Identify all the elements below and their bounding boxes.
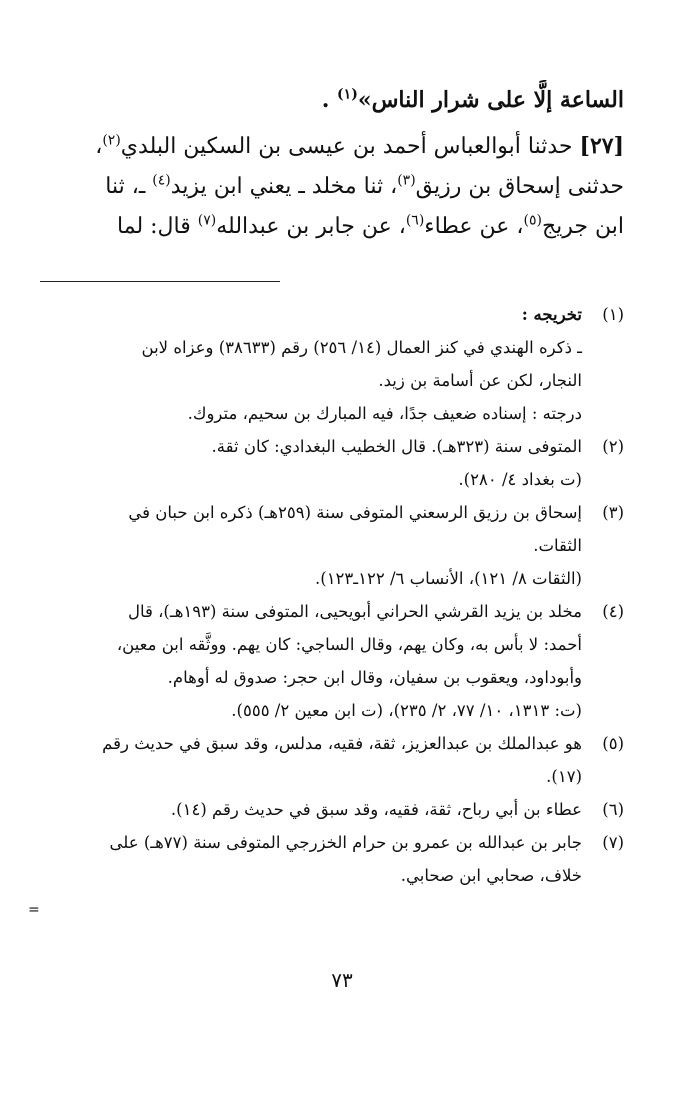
hadith-text: ابن جريج — [541, 214, 624, 239]
hadith-text: قال: لما — [117, 214, 198, 239]
footnote-line: درجته : إسناده ضعيف جدًا، فيه المبارك بن سحيم، متروك. — [187, 404, 582, 423]
main-line-1-end: . — [321, 87, 338, 113]
footnote-line: أحمد: لا بأس به، وكان يهم، وقال الساجي: كان يهم. ووثَّقه ابن معين، — [116, 635, 582, 654]
footnote-number: (٣) — [602, 503, 624, 522]
footnote-line: إسحاق بن رزيق الرسعني المتوفى سنة (٢٥٩هـ) ذكره ابن حبان في — [128, 503, 582, 522]
footnote-number: (٧) — [602, 833, 624, 852]
footnote-3 — [40, 496, 624, 595]
footnote-separator — [40, 281, 280, 282]
footnote-number: (٢) — [602, 437, 624, 456]
hadith-number: [٢٧] — [579, 133, 624, 159]
footnote-line: ـ ذكره الهندي في كنز العمال (١٤/ ٢٥٦) رقم (٣٨٦٣٣) وعزاه لابن — [141, 338, 582, 357]
hadith-text: حدثنى إسحاق بن رزيق — [415, 174, 624, 199]
footnote-1 — [40, 298, 624, 430]
footnote-ref-7: (٧) — [197, 212, 217, 229]
footnote-ref-4: (٤) — [152, 172, 171, 189]
footnote-line: هو عبدالملك بن عبدالعزيز، ثقة، فقيه، مدلس، وقد سبق في حديث رقم — [102, 734, 582, 753]
footnote-line: الثقات. — [533, 536, 582, 555]
footnote-line: جابر بن عبدالله بن عمرو بن حرام الخزرجي المتوفى سنة (٧٧هـ) على — [109, 833, 582, 852]
footnote-line: (ت بغداد ٤/ ٢٨٠). — [458, 470, 582, 489]
page-number: ٧٣ — [331, 968, 353, 992]
hadith-text: ، عن عطاء — [424, 214, 524, 239]
footnote-ref-1: (١) — [337, 86, 358, 103]
footnote-ref-3: (٣) — [397, 172, 416, 189]
hadith-text: ، — [95, 134, 103, 159]
main-line-1-text: الساعة إلَّا على شرار الناس» — [357, 87, 624, 113]
footnote-line: وأبوداود، ويعقوب بن سفيان، وقال ابن حجر: صدوق له أوهام. — [167, 668, 582, 687]
hadith-text: حدثنا أبوالعباس أحمد بن عيسى بن السكين البلدي — [120, 134, 580, 159]
footnote-line: النجار، لكن عن أسامة بن زيد. — [378, 371, 582, 390]
footnote-ref-6: (٦) — [405, 212, 425, 229]
main-text — [40, 80, 624, 247]
footnote-number: (٦) — [602, 800, 624, 819]
footnote-line: (ت: ١٣١٣، ١٠/ ٧٧، ٢/ ٢٣٥)، (ت ابن معين ٢/ ٥٥٥). — [231, 701, 582, 720]
margin-mark: = — [28, 902, 40, 918]
footnote-line: (الثقات ٨/ ١٢١)، الأنساب ٦/ ١٢٢ـ١٢٣). — [315, 569, 582, 588]
footnote-line: المتوفى سنة (٣٢٣هـ). قال الخطيب البغدادي: كان ثقة. — [211, 437, 582, 456]
footnote-line: عطاء بن أبي رباح، ثقة، فقيه، وقد سبق في حديث رقم (١٤). — [170, 800, 582, 819]
footnote-line: خلاف، صحابي ابن صحابي. — [400, 866, 582, 885]
footnotes — [40, 298, 624, 892]
hadith-line-1 — [40, 126, 624, 167]
footnote-2 — [40, 430, 624, 496]
footnote-4 — [40, 595, 624, 727]
main-line-1 — [40, 80, 624, 120]
footnote-number: (٤) — [602, 602, 624, 621]
footnote-6 — [40, 793, 624, 826]
hadith-text: ، عن جابر بن عبدالله — [216, 214, 406, 239]
footnote-line: (١٧). — [546, 767, 582, 786]
footnote-7 — [40, 826, 624, 892]
hadith-line-2 — [40, 167, 624, 207]
hadith-text: ـ، ثنا — [105, 174, 153, 199]
footnote-line: تخريجه : — [521, 305, 582, 324]
footnote-number: (٥) — [602, 734, 624, 753]
hadith-text: ، ثنا مخلد ـ يعني ابن يزيد — [170, 174, 398, 199]
footnote-line: مخلد بن يزيد القرشي الحراني أبويحيى، المتوفى سنة (١٩٣هـ)، قال — [127, 602, 582, 621]
footnote-number: (١) — [602, 305, 624, 324]
hadith-line-3 — [40, 207, 624, 247]
footnote-5 — [40, 727, 624, 793]
footnote-ref-2: (٢) — [102, 132, 121, 149]
footnote-ref-5: (٥) — [523, 212, 542, 229]
